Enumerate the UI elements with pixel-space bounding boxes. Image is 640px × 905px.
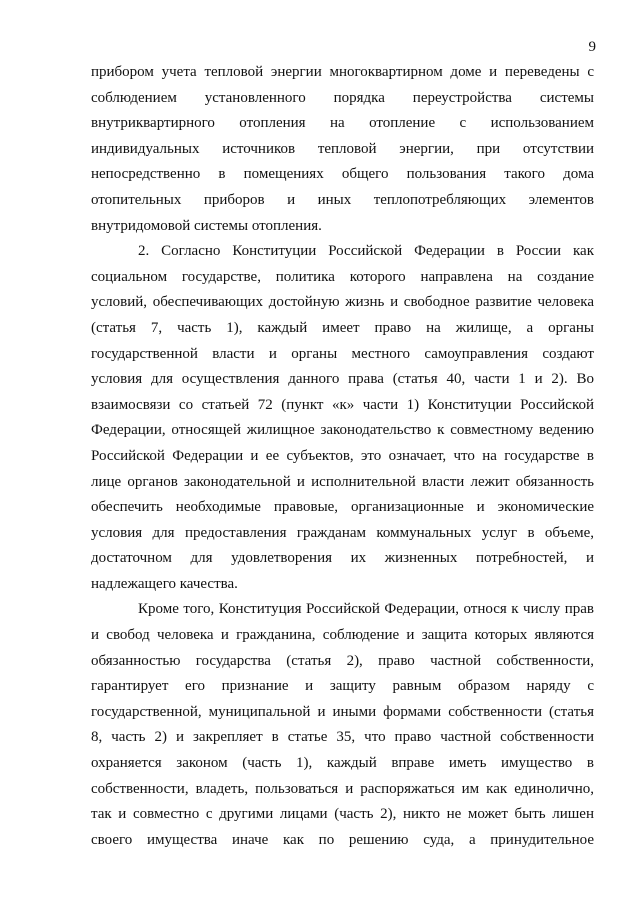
- text-line: государственной власти и органы местного самоуправления создают: [91, 345, 594, 362]
- text-line: Российской Федерации и ее субъектов, это означает, что на государстве в: [91, 447, 594, 464]
- text-line: взаимосвязи со статьей 72 (пункт «к» части 1) Конституции Российской: [91, 396, 594, 413]
- text-line: условия для осуществления данного права (статья 40, части 1 и 2). Во: [91, 371, 594, 388]
- text-line: индивидуальных источников тепловой энергии, при отсутствии: [91, 140, 594, 157]
- text-line: условия для предоставления гражданам коммунальных услуг в объеме,: [91, 524, 594, 541]
- text-line: обязанностью государства (статья 2), право частной собственности,: [91, 652, 594, 669]
- text-line: социальном государстве, политика которого направлена на создание: [91, 268, 594, 285]
- text-line: достаточном для удовлетворения их жизненных потребностей, и: [91, 550, 594, 567]
- text-line: охраняется законом (часть 1), каждый вправе иметь имущество в: [91, 755, 594, 772]
- text-line: собственности, владеть, пользоваться и распоряжаться им как единолично,: [91, 780, 594, 797]
- page-number: 9: [588, 39, 596, 55]
- text-line: лице органов законодательной и исполнительной власти лежит обязанность: [91, 473, 594, 490]
- text-line: непосредственно в помещениях общего пользования такого дома: [91, 166, 594, 183]
- text-line: своего имущества иначе как по решению суда, а принудительное: [91, 831, 594, 848]
- text-line: так и совместно с другими лицами (часть 2), никто не может быть лишен: [91, 806, 594, 823]
- text-line: 8, часть 2) и закрепляет в статье 35, что право частной собственности: [91, 729, 594, 746]
- text-line: внутриквартирного отопления на отопление с использованием: [91, 115, 594, 132]
- text-line: прибором учета тепловой энергии многоквартирном доме и переведены с: [91, 64, 594, 80]
- text-line: внутридомовой системы отопления.: [91, 217, 322, 234]
- text-line: Кроме того, Конституция Российской Федерации, относя к числу прав: [138, 601, 594, 618]
- text-line: гарантирует его признание и защиту равным образом наряду с: [91, 678, 594, 695]
- text-line: (статья 7, часть 1), каждый имеет право на жилище, а органы: [91, 319, 594, 336]
- text-line: 2. Согласно Конституции Российской Федерации в России как: [138, 243, 594, 260]
- text-line: соблюдением установленного порядка переустройства системы: [91, 89, 594, 106]
- text-line: Федерации, относящей жилищное законодательство к совместному ведению: [91, 422, 594, 439]
- text-line: надлежащего качества.: [91, 575, 238, 592]
- text-line: и свобод человека и гражданина, соблюдение и защита которых являются: [91, 627, 594, 644]
- text-line: отопительных приборов и иных теплопотребляющих элементов: [91, 191, 594, 208]
- text-line: обеспечить необходимые правовые, организационные и экономические: [91, 499, 594, 516]
- text-line: условий, обеспечивающих достойную жизнь и свободное развитие человека: [91, 294, 594, 311]
- document-body: [91, 60, 594, 853]
- text-line: государственной, муниципальной и иными формами собственности (статья: [91, 703, 594, 720]
